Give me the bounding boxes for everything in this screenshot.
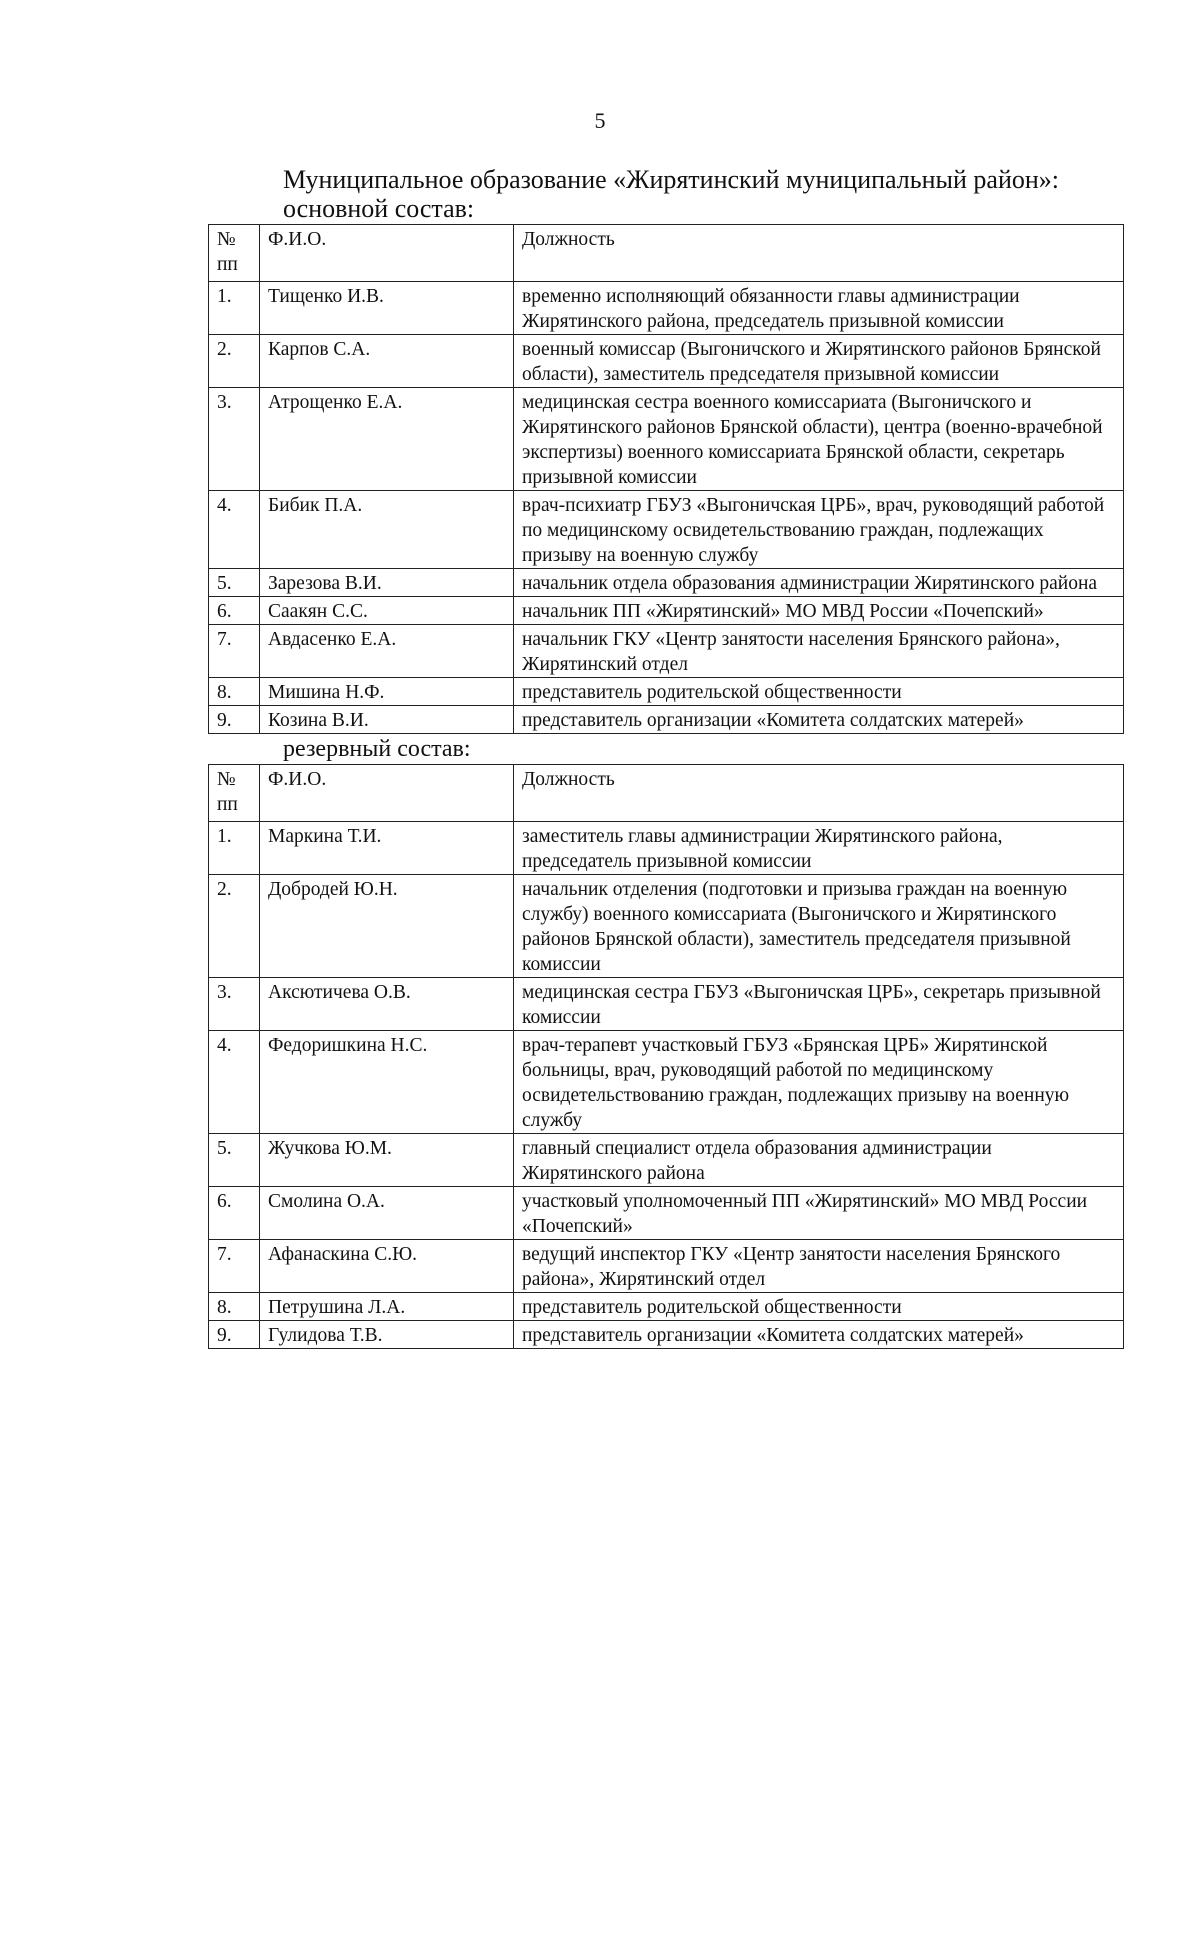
person-position: медицинская сестра военного комиссариата (Выгоничского и Жирятинского районов Брянской области), центра (военно-врачебной экспертизы) военного комиссариата Брянской области, секретарь призывной комиссии xyxy=(514,388,1124,491)
table-row xyxy=(209,822,1124,875)
column-header-position: Должность xyxy=(514,765,1124,822)
table-row xyxy=(209,1134,1124,1187)
person-name: Саакян С.С. xyxy=(260,597,514,625)
table-row xyxy=(209,569,1124,597)
row-number: 6. xyxy=(209,597,260,625)
table-row xyxy=(209,388,1124,491)
row-number: 1. xyxy=(209,822,260,875)
main-composition-rows xyxy=(209,282,1124,734)
person-position: начальник отдела образования администрации Жирятинского района xyxy=(514,569,1124,597)
row-number: 9. xyxy=(209,1321,260,1349)
person-name: Федоришкина Н.С. xyxy=(260,1031,514,1134)
table-row xyxy=(209,625,1124,678)
person-position: начальник отделения (подготовки и призыва граждан на военную службу) военного комиссариата (Выгоничского и Жирятинского районов Брянской области), заместитель председателя призывной комиссии xyxy=(514,875,1124,978)
row-number: 1. xyxy=(209,282,260,335)
column-header-name: Ф.И.О. xyxy=(260,765,514,822)
table-header-row xyxy=(209,765,1124,822)
page-number: 5 xyxy=(594,108,606,133)
person-position: начальник ПП «Жирятинский» МО МВД России «Почепский» xyxy=(514,597,1124,625)
row-number: 7. xyxy=(209,1240,260,1293)
person-position: временно исполняющий обязанности главы администрации Жирятинского района, председатель призывной комиссии xyxy=(514,282,1124,335)
person-name: Авдасенко Е.А. xyxy=(260,625,514,678)
column-header-name: Ф.И.О. xyxy=(260,225,514,282)
person-name: Тищенко И.В. xyxy=(260,282,514,335)
person-name: Жучкова Ю.М. xyxy=(260,1134,514,1187)
row-number: 8. xyxy=(209,678,260,706)
person-position: врач-терапевт участковый ГБУЗ «Брянская ЦРБ» Жирятинской больницы, врач, руководящий работой по медицинскому освидетельствованию граждан, подлежащих призыву на военную службу xyxy=(514,1031,1124,1134)
person-name: Мишина Н.Ф. xyxy=(260,678,514,706)
person-position: представитель родительской общественности xyxy=(514,678,1124,706)
row-number: 9. xyxy=(209,706,260,734)
person-position: военный комиссар (Выгоничского и Жирятинского районов Брянской области), заместитель председателя призывной комиссии xyxy=(514,335,1124,388)
person-position: начальник ГКУ «Центр занятости населения Брянского района», Жирятинский отдел xyxy=(514,625,1124,678)
main-composition-label: основной состав: xyxy=(283,194,475,223)
row-number: 3. xyxy=(209,978,260,1031)
table-row xyxy=(209,597,1124,625)
column-header-position: Должность xyxy=(514,225,1124,282)
table-row xyxy=(209,706,1124,734)
table-row xyxy=(209,282,1124,335)
table-row xyxy=(209,678,1124,706)
person-name: Добродей Ю.Н. xyxy=(260,875,514,978)
person-position: участковый уполномоченный ПП «Жирятинский» МО МВД России «Почепский» xyxy=(514,1187,1124,1240)
row-number: 7. xyxy=(209,625,260,678)
person-name: Козина В.И. xyxy=(260,706,514,734)
row-number: 5. xyxy=(209,569,260,597)
person-name: Петрушина Л.А. xyxy=(260,1293,514,1321)
table-row xyxy=(209,491,1124,569)
main-composition-table xyxy=(208,224,1124,734)
person-name: Зарезова В.И. xyxy=(260,569,514,597)
table-row xyxy=(209,1293,1124,1321)
table-row xyxy=(209,1240,1124,1293)
row-number: 2. xyxy=(209,875,260,978)
row-number: 8. xyxy=(209,1293,260,1321)
person-name: Аксютичева О.В. xyxy=(260,978,514,1031)
table-row xyxy=(209,978,1124,1031)
row-number: 6. xyxy=(209,1187,260,1240)
row-number: 3. xyxy=(209,388,260,491)
person-name: Карпов С.А. xyxy=(260,335,514,388)
table-row xyxy=(209,875,1124,978)
person-position: заместитель главы администрации Жирятинского района, председатель призывной комиссии xyxy=(514,822,1124,875)
row-number: 4. xyxy=(209,1031,260,1134)
person-name: Бибик П.А. xyxy=(260,491,514,569)
person-name: Маркина Т.И. xyxy=(260,822,514,875)
reserve-composition-label: резервный состав: xyxy=(283,736,471,762)
person-name: Афанаскина С.Ю. xyxy=(260,1240,514,1293)
table-row xyxy=(209,1187,1124,1240)
table-header-row xyxy=(209,225,1124,282)
column-header-number: № пп xyxy=(209,765,260,822)
person-position: ведущий инспектор ГКУ «Центр занятости населения Брянского района», Жирятинский отдел xyxy=(514,1240,1124,1293)
table-row xyxy=(209,335,1124,388)
person-name: Гулидова Т.В. xyxy=(260,1321,514,1349)
person-position: главный специалист отдела образования администрации Жирятинского района xyxy=(514,1134,1124,1187)
person-position: врач-психиатр ГБУЗ «Выгоничская ЦРБ», врач, руководящий работой по медицинскому освидетельствованию граждан, подлежащих призыву на военную службу xyxy=(514,491,1124,569)
row-number: 2. xyxy=(209,335,260,388)
person-name: Атрощенко Е.А. xyxy=(260,388,514,491)
person-position: представитель организации «Комитета солдатских матерей» xyxy=(514,706,1124,734)
row-number: 4. xyxy=(209,491,260,569)
person-name: Смолина О.А. xyxy=(260,1187,514,1240)
document-heading xyxy=(283,165,1059,223)
table-row xyxy=(209,1031,1124,1134)
table-row xyxy=(209,1321,1124,1349)
reserve-composition-table xyxy=(208,764,1124,1349)
reserve-composition-rows xyxy=(209,822,1124,1349)
person-position: медицинская сестра ГБУЗ «Выгоничская ЦРБ», секретарь призывной комиссии xyxy=(514,978,1124,1031)
column-header-number: № пп xyxy=(209,225,260,282)
heading-title: Муниципальное образование «Жирятинский муниципальный район»: xyxy=(283,165,1060,194)
row-number: 5. xyxy=(209,1134,260,1187)
person-position: представитель родительской общественности xyxy=(514,1293,1124,1321)
person-position: представитель организации «Комитета солдатских матерей» xyxy=(514,1321,1124,1349)
